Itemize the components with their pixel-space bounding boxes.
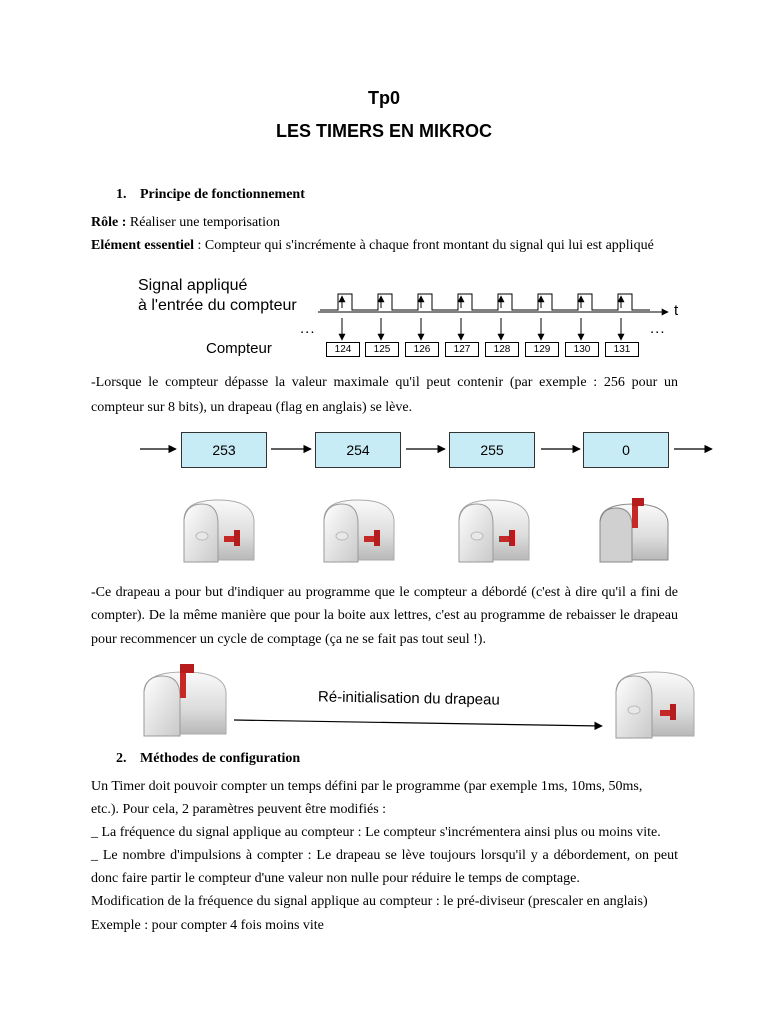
signal-label-line1: Signal appliqué bbox=[138, 277, 248, 294]
time-axis-label: t bbox=[674, 302, 679, 319]
count-cell: 130 bbox=[565, 342, 599, 357]
square-wave bbox=[320, 294, 650, 310]
section1-heading: Principe de fonctionnement bbox=[140, 187, 305, 202]
mailbox-flag-down-icon bbox=[453, 494, 537, 568]
edge-arrows bbox=[342, 296, 621, 308]
signal-label-line2: à l'entrée du compteur bbox=[138, 297, 297, 314]
counter-box-255: 255 bbox=[449, 432, 535, 468]
mailbox-flag-down-icon bbox=[178, 494, 262, 568]
count-cell: 126 bbox=[405, 342, 439, 357]
ellipsis-left: ... bbox=[300, 320, 316, 337]
counter-box-254: 254 bbox=[315, 432, 401, 468]
count-cell: 127 bbox=[445, 342, 479, 357]
role-text: Réaliser une temporisation bbox=[126, 215, 280, 230]
section1-number: 1. bbox=[116, 187, 127, 202]
flag-line2: compter). De la même manière que pour la boite aux lettres, c'est au programme de rebaisser le drapeau bbox=[91, 608, 678, 623]
counter-arrows bbox=[342, 318, 621, 340]
overflow-line2: compteur sur 8 bits), un drapeau (flag en anglais) se lève. bbox=[91, 400, 413, 415]
signal-diagram bbox=[0, 268, 768, 363]
flag-line3: pour recommencer un cycle de comptage (ça ne se fait pas tout seul !). bbox=[91, 632, 486, 647]
mailbox-flag-up-icon bbox=[136, 662, 236, 742]
section2-number: 2. bbox=[116, 751, 127, 766]
config-line6: Modification de la fréquence du signal applique au compteur : le pré-diviseur (prescaler en anglais) bbox=[91, 894, 648, 909]
count-cell: 129 bbox=[525, 342, 559, 357]
count-cell: 131 bbox=[605, 342, 639, 357]
element-line bbox=[91, 234, 654, 258]
config-line4: _ Le nombre d'impulsions à compter : Le drapeau se lève toujours lorsqu'il y a débordement, on peut bbox=[91, 848, 678, 863]
role-label: Rôle : bbox=[91, 215, 127, 230]
mailbox-flag-up-icon bbox=[592, 494, 676, 568]
config-line2: etc.). Pour cela, 2 paramètres peuvent être modifiés : bbox=[91, 802, 387, 817]
config-line1: Un Timer doit pouvoir compter un temps défini par le programme (par exemple 1ms, 10ms, 50ms, bbox=[91, 779, 643, 794]
config-line7: Exemple : pour compter 4 fois moins vite bbox=[91, 918, 324, 933]
flag-line1: -Ce drapeau a pour but d'indiquer au programme que le compteur a débordé (c'est à dire qu'il a fini de bbox=[91, 585, 678, 600]
mailbox-flag-down-icon bbox=[610, 664, 700, 744]
config-line5: donc faire partir le compteur d'une valeur non nulle pour réduire le temps de comptage. bbox=[91, 871, 580, 886]
count-cell: 124 bbox=[326, 342, 360, 357]
counter-box-253: 253 bbox=[181, 432, 267, 468]
overflow-line1: -Lorsque le compteur dépasse la valeur maximale qu'il peut contenir (par exemple : 256 pour un bbox=[91, 375, 678, 390]
mailbox-flag-down-icon bbox=[318, 494, 402, 568]
element-text: : Compteur qui s'incrémente à chaque front montant du signal qui lui est appliqué bbox=[194, 238, 654, 253]
config-line3: _ La fréquence du signal applique au compteur : Le compteur s'incrémentera ainsi plus ou moins vite. bbox=[91, 825, 661, 840]
page-title: Tp0 bbox=[367, 88, 400, 108]
element-label: Elément essentiel bbox=[91, 238, 195, 253]
counter-label: Compteur bbox=[206, 340, 272, 357]
role-line bbox=[91, 211, 280, 235]
section2-heading: Méthodes de configuration bbox=[140, 751, 301, 766]
count-cell: 128 bbox=[485, 342, 519, 357]
reset-label: Ré-initialisation du drapeau bbox=[317, 688, 500, 709]
ellipsis-right: ... bbox=[650, 320, 666, 337]
page-subtitle: LES TIMERS EN MIKROC bbox=[275, 121, 492, 141]
counter-box-0: 0 bbox=[583, 432, 669, 468]
count-cell: 125 bbox=[365, 342, 399, 357]
